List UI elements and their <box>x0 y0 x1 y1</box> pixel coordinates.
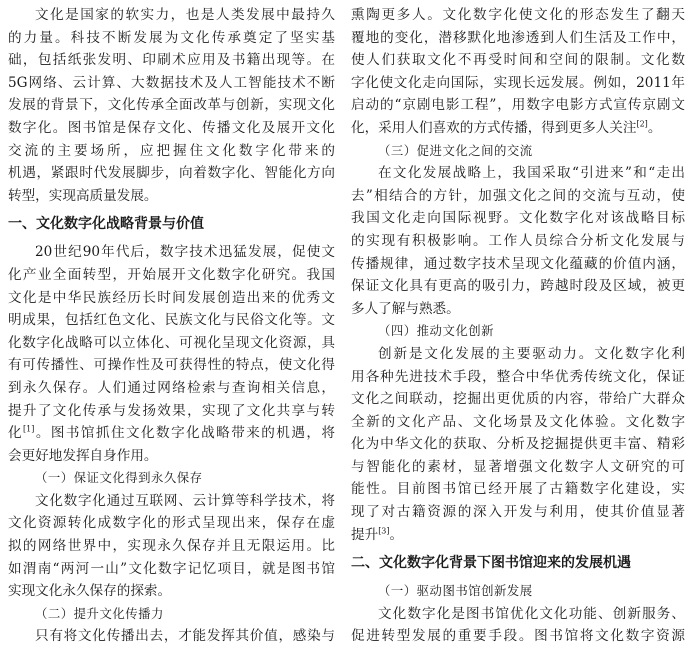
text-line: 转型，实现高质量发展。 <box>8 187 158 204</box>
section-heading: 二、文化数字化背景下图书馆迎来的发展机遇 <box>351 555 631 572</box>
text-line <box>351 117 685 140</box>
text-line: 去”相结合的方针，加强文化之间的交流与互动，使 <box>351 187 685 204</box>
text-line: 实现文化永久保存的探索。 <box>8 583 172 600</box>
text-line: 化产业全面转型，开始展开文化数字化研究。我国 <box>8 266 335 283</box>
text-run: 化，采用人们喜欢的方式传播，得到更多人关注 <box>351 119 637 136</box>
text-line: 多人了解与熟悉。 <box>351 300 460 317</box>
text-run: 。 <box>647 119 662 136</box>
text-line: 我国文化走向国际视野。文化数字化对该战略目标 <box>351 210 685 227</box>
text-line: 化数字化战略可以立体化、可视化呈现文化资源，具 <box>8 334 335 351</box>
text-line: 使人们获取文化不再受时间和空间的限制。文化数 <box>351 52 685 69</box>
section-heading: 一、文化数字化战略背景与价值 <box>8 216 204 233</box>
subsection-heading: （四）推动文化创新 <box>378 323 495 339</box>
text-line: 保证文化具有更高的吸引力，跨越时段及区域，被更 <box>351 278 685 295</box>
text-line: 字化使文化走向国际，实现长远发展。例如，2011年 <box>351 74 685 91</box>
text-line: 化为中华文化的获取、分析及挖掘提供更丰富、精彩 <box>351 436 685 453</box>
text-line: 交流的主要场所，应把握住文化数字化带来的 <box>8 142 335 159</box>
text-line: 的力量。科技不断发展为文化传承奠定了坚实基 <box>8 29 335 46</box>
text-line: 文化是国家的软实力，也是人类发展中最持久 <box>35 7 335 23</box>
subsection-heading: （一）驱动图书馆创新发展 <box>378 583 533 599</box>
text-line: 熏陶更多人。文化数字化使文化的形态发生了翻天 <box>351 7 685 23</box>
text-line: 提升了文化传承与发扬效果，实现了文化共享与转 <box>8 402 335 419</box>
text-run: 化 <box>8 425 24 442</box>
text-line <box>8 422 335 445</box>
text-line: 机遇，紧跟时代发展脚步，向着数字化、智能化方向 <box>8 165 335 182</box>
text-line: 5G网络、云计算、大数据技术及人工智能技术不断 <box>8 74 335 91</box>
text-line: 只有将文化传播出去，才能发挥其价值，感染与 <box>35 628 335 645</box>
text-line: 传播规律，通过数字技术呈现文化蕴藏的价值内涵， <box>351 255 685 272</box>
text-line: 拟的网络世界中，实现永久保存并且无限运用。比 <box>8 538 335 555</box>
text-line: 到永久保存。人们通过网络检索与查询相关信息， <box>8 379 335 396</box>
right-column <box>351 4 685 648</box>
text-line: 文化数字化通过互联网、云计算等科学技术，将 <box>35 492 335 509</box>
text-line: 与智能化的素材，显著增强文化数字人文研究的可 <box>351 458 685 475</box>
text-line: 明成果，包括红色文化、民族文化与民俗文化等。文 <box>8 312 335 329</box>
text-line: 启动的“京剧电影工程”，用数字电影方式宣传京剧文 <box>351 97 685 114</box>
citation-ref: [2] <box>636 119 648 129</box>
subsection-heading: （三）促进文化之间的交流 <box>378 142 533 158</box>
text-line: 数字化。图书馆是保存文化、传播文化及展开文化 <box>8 119 335 136</box>
left-column <box>8 4 335 648</box>
text-line: 础，包括纸张发明、印刷术应用及书籍出现等。在 <box>8 52 335 69</box>
text-run: 。 <box>389 526 404 543</box>
text-line: 全新的文化产品、文化场景及文化体验。文化数字 <box>351 413 685 430</box>
text-line: 用各种先进技术手段，整合中华优秀传统文化，保证 <box>351 368 685 385</box>
text-line: 在文化发展战略上，我国采取“引进来”和“走出 <box>378 165 685 182</box>
text-line: 的实现有积极影响。工作人员综合分析文化发展与 <box>351 232 685 249</box>
text-line: 文化之间联动，挖掘出更优质的内容，带给广大群众 <box>351 391 685 408</box>
text-line: 创新是文化发展的主要驱动力。文化数字化利 <box>378 345 685 362</box>
text-line: 现了对古籍资源的深入开发与利用，使其价值显著 <box>351 504 685 521</box>
text-line: 促进转型发展的重要手段。图书馆将文化数字资源 <box>351 628 685 645</box>
text-line: 如渭南“两河一山”文化数字记忆项目，就是图书馆 <box>8 560 335 577</box>
text-line: 覆地的变化，潜移默化地渗透到人们生活及工作中， <box>351 29 685 46</box>
text-line <box>351 524 685 547</box>
text-line: 文化是中华民族经历长时间发展创造出来的优秀文 <box>8 289 335 306</box>
text-line: 20世纪90年代后，数字技术迅猛发展，促使文 <box>35 244 335 261</box>
text-line: 文化数字化是图书馆优化文化功能、创新服务、 <box>378 605 685 622</box>
subsection-heading: （二）提升文化传播力 <box>35 605 164 621</box>
text-line: 文化资源转化成数字化的形式呈现出来，保存在虚 <box>8 515 335 532</box>
text-line: 会更好地发挥自身作用。 <box>8 447 158 464</box>
text-run: 提升 <box>351 526 379 543</box>
text-line: 发展的背景下，文化传承全面改革与创新，实现文化 <box>8 97 335 114</box>
citation-ref: [1] <box>23 424 35 434</box>
text-run: 。图书馆抓住文化数字化战略带来的机遇，将 <box>34 425 335 442</box>
text-line: 有可传播性、可操作性及可获得性的特点，使文化得 <box>8 357 335 374</box>
text-line: 能性。目前图书馆已经开展了古籍数字化建设，实 <box>351 481 685 498</box>
subsection-heading: （一）保证文化得到永久保存 <box>35 470 203 486</box>
citation-ref: [3] <box>378 526 390 536</box>
